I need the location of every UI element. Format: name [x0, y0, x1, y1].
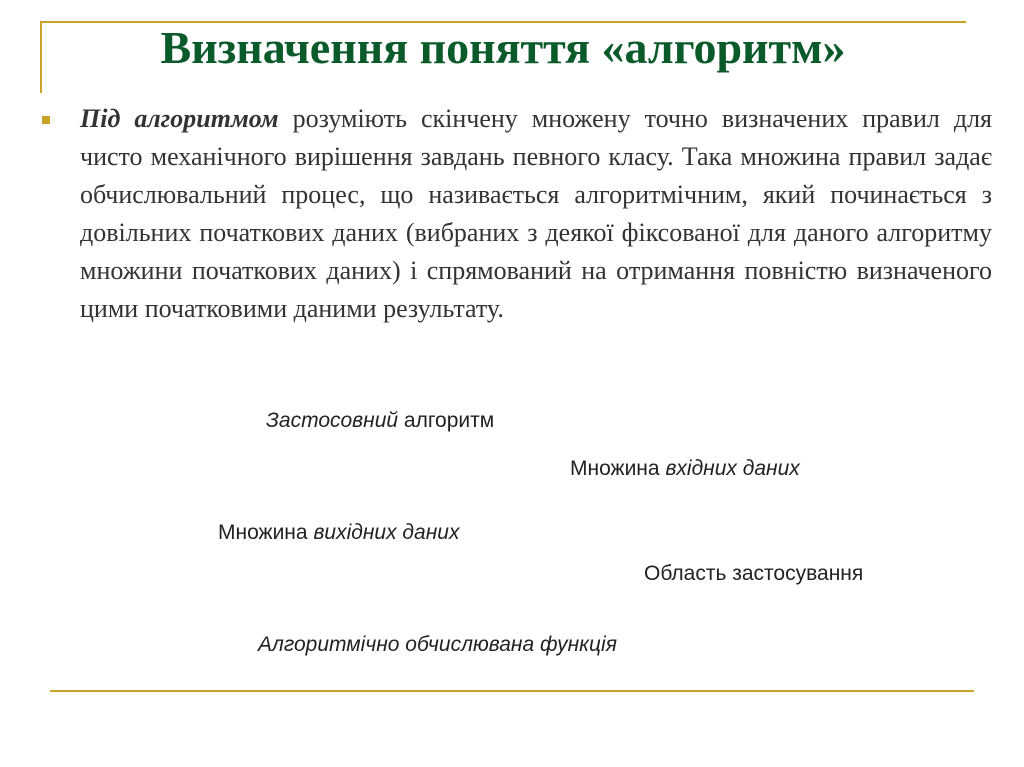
term-domain-regular: Область застосування: [644, 562, 864, 585]
term-output-regular: Множина: [218, 521, 314, 544]
term-output-italic: вихідних даних: [313, 521, 460, 544]
definition-term: Під алгоритмом: [80, 104, 279, 133]
slide-title: Визначення поняття «алгоритм»: [160, 22, 846, 73]
bottom-rule: [50, 690, 974, 692]
bullet-marker: [42, 116, 50, 124]
term-input-italic: вхідних даних: [665, 457, 800, 480]
term-domain: [644, 560, 863, 588]
term-applicable-algorithm: [266, 407, 494, 435]
definition-text: розуміють скінчену множену точно визначених правил для чисто механічного вирішення завдань певного класу. Така множина правил задає обчислювальний процес, що називається алгоритмічним, який починається з довільних початкових даних (вибраних з деякої фіксованої для даного алгоритму множини початкових даних) і спрямований на отримання повністю визначеного цими початковими даними результату.: [80, 104, 992, 323]
term-computable-italic: Алгоритмічно обчислювана функція: [258, 633, 617, 656]
definition-paragraph: [80, 100, 992, 328]
term-computable-function: [258, 631, 617, 659]
term-input-set: [570, 455, 800, 483]
term-output-set: [218, 519, 459, 547]
term-input-regular: Множина: [570, 457, 666, 480]
term-applicable-regular: алгоритм: [398, 409, 495, 432]
term-applicable-italic: Застосовний: [266, 409, 399, 432]
